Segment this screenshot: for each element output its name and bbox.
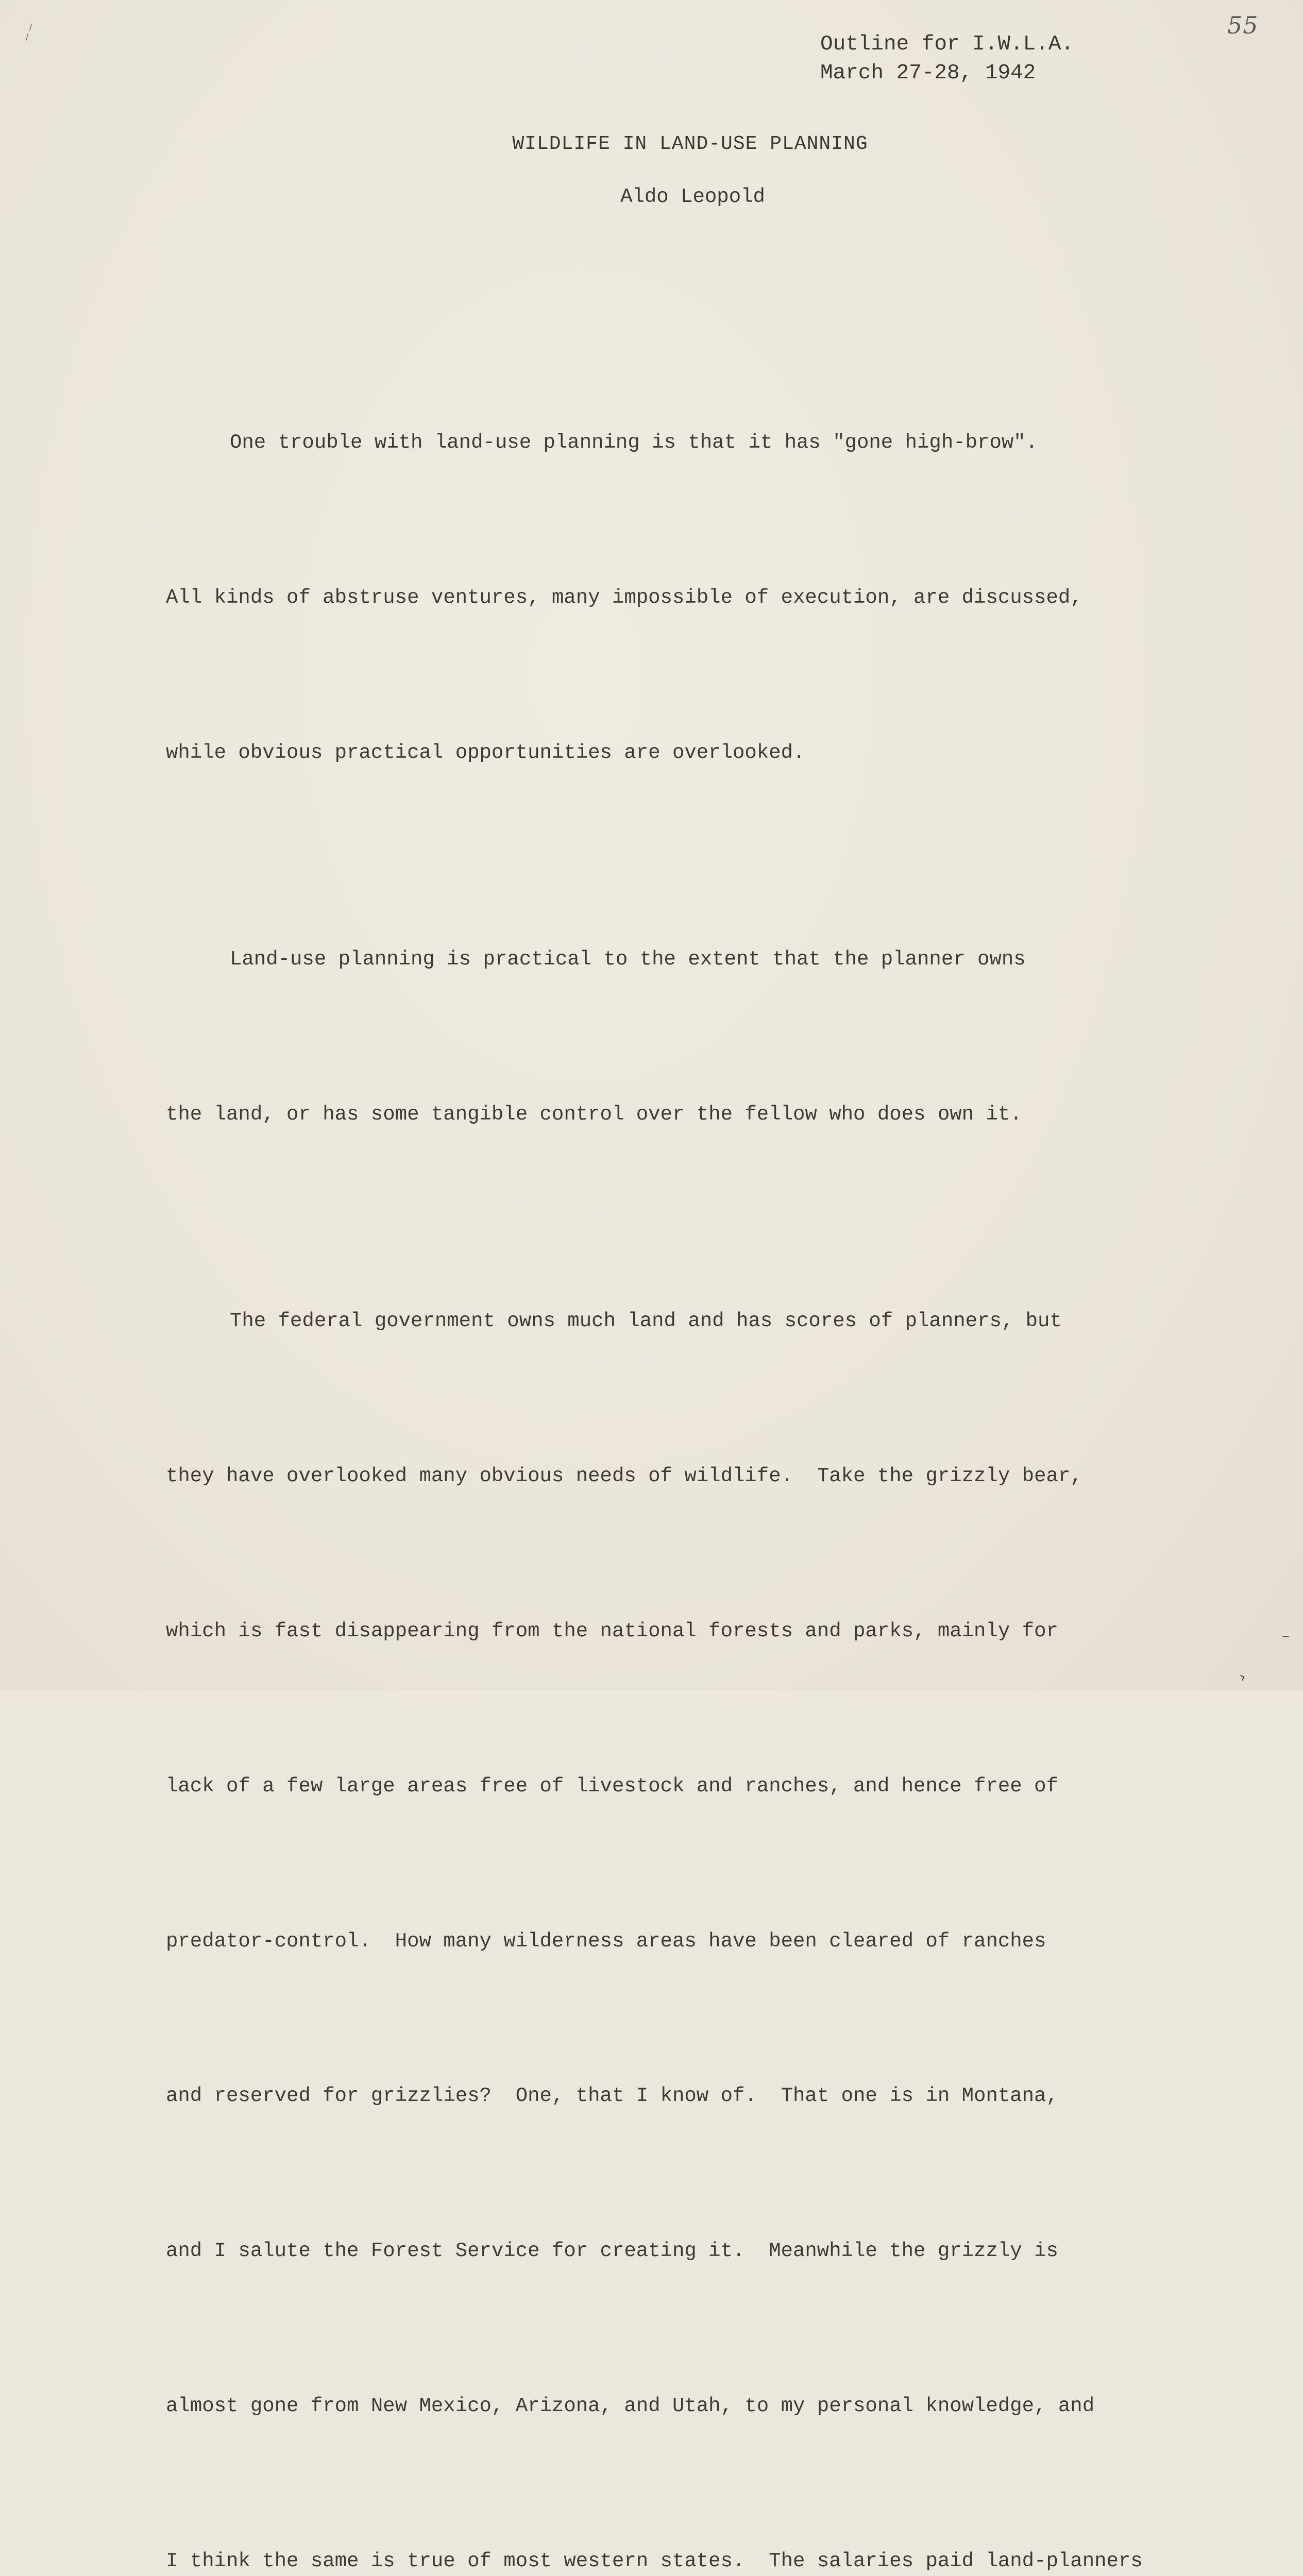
- header-note-line-2: March 27-28, 1942: [820, 61, 1036, 85]
- document-author: Aldo Leopold: [620, 185, 765, 208]
- text-line: and I salute the Forest Service for creating it. Meanwhile the grizzly is: [166, 2240, 1058, 2263]
- text-line: which is fast disappearing from the national forests and parks, mainly for: [166, 1619, 1058, 1642]
- pencil-mark-top-left: ⸝⸍: [18, 20, 40, 44]
- text-line: One trouble with land-use planning is that it has "gone high-brow".: [230, 431, 1038, 454]
- header-note-line-1: Outline for I.W.L.A.: [820, 32, 1074, 56]
- text-line: almost gone from New Mexico, Arizona, and Utah, to my personal knowledge, and: [166, 2395, 1095, 2418]
- text-line: The federal government owns much land and has scores of planners, but: [230, 1309, 1062, 1332]
- page-number: 55: [1227, 11, 1259, 39]
- pencil-mark-bottom-right: –: [1282, 1627, 1290, 1645]
- pencil-mark-bottom-right-2: ›: [1237, 1668, 1248, 1686]
- text-line: All kinds of abstruse ventures, many impossible of execution, are discussed,: [166, 586, 1082, 609]
- body-text: [166, 262, 1143, 2576]
- text-line: they have overlooked many obvious needs of wildlife. Take the grizzly bear,: [166, 1464, 1082, 1487]
- text-line: and reserved for grizzlies? One, that I know of. That one is in Montana,: [166, 2084, 1058, 2108]
- header-note: [820, 30, 1074, 88]
- text-line: the land, or has some tangible control over the fellow who does own it.: [166, 1103, 1022, 1126]
- text-line: Land-use planning is practical to the extent that the planner owns: [230, 947, 1026, 971]
- text-line: predator-control. How many wilderness areas have been cleared of ranches: [166, 1929, 1046, 1953]
- text-line: lack of a few large areas free of livestock and ranches, and hence free of: [166, 1774, 1058, 1798]
- document-title: WILDLIFE IN LAND-USE PLANNING: [512, 133, 868, 155]
- text-line: while obvious practical opportunities are overlooked.: [166, 741, 805, 764]
- text-line: I think the same is true of most western states. The salaries paid land-planners: [166, 2550, 1143, 2573]
